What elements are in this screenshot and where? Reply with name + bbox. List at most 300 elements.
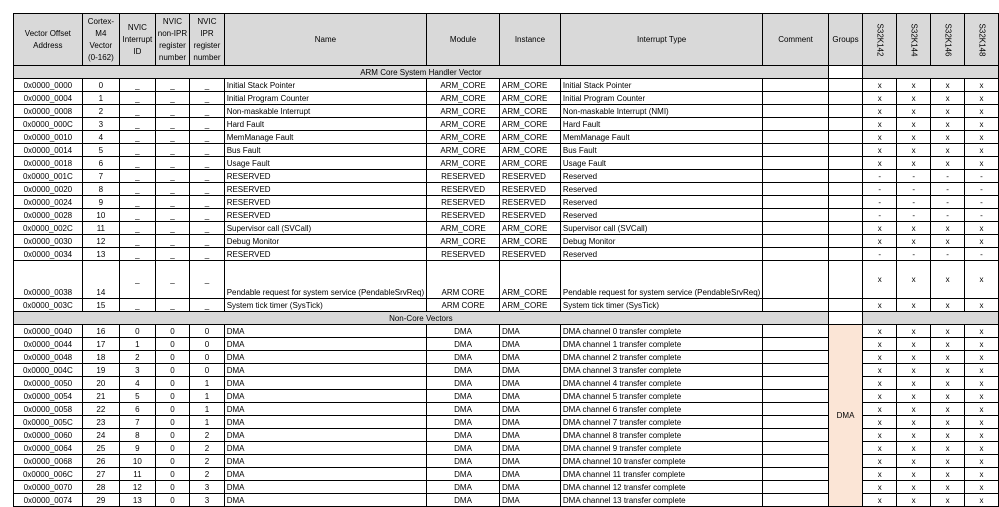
cell-chip-flag: x xyxy=(863,481,897,494)
cell-instance: DMA xyxy=(499,481,560,494)
cell-name: DMA xyxy=(224,494,426,507)
cell-name: Non-maskable Interrupt xyxy=(224,105,426,118)
cell-vector-offset: 0x0000_0030 xyxy=(14,235,83,248)
cell-groups xyxy=(828,79,863,92)
cell-chip-flag: x xyxy=(965,92,999,105)
cell-nvic-id: 2 xyxy=(120,351,156,364)
cell-module: DMA xyxy=(427,442,500,455)
cell-nvic-id: 9 xyxy=(120,442,156,455)
col-header-nvic-ipr: NVIC IPR register number xyxy=(190,14,224,66)
cell-chip-flag: x xyxy=(897,416,931,429)
cell-chip-flag: x xyxy=(863,222,897,235)
cell-nvic-ipr: 2 xyxy=(190,468,224,481)
cell-chip-flag: x xyxy=(863,105,897,118)
cell-chip-flag: x xyxy=(863,338,897,351)
cell-chip-flag: x xyxy=(965,442,999,455)
cell-instance: DMA xyxy=(499,325,560,338)
section-non-core xyxy=(14,312,999,325)
cell-chip-flag: x xyxy=(931,364,965,377)
col-header-module: Module xyxy=(427,14,500,66)
cell-nvic-id: _ xyxy=(120,105,156,118)
cell-instance: DMA xyxy=(499,377,560,390)
cell-instance: RESERVED xyxy=(499,248,560,261)
cell-nvic-non-ipr: _ xyxy=(155,118,189,131)
cell-chip-flag: x xyxy=(931,481,965,494)
cell-interrupt-type: System tick timer (SysTick) xyxy=(560,299,762,312)
cell-module: DMA xyxy=(427,429,500,442)
cell-instance: DMA xyxy=(499,403,560,416)
cell-module: ARM CORE xyxy=(427,299,500,312)
cell-interrupt-type: Pendable request for system service (PendableSrvReq) xyxy=(560,261,762,299)
cell-chip-flag: x xyxy=(965,455,999,468)
cell-chip-flag: x xyxy=(897,235,931,248)
cell-comment xyxy=(763,131,828,144)
cell-nvic-non-ipr: _ xyxy=(155,222,189,235)
cell-comment xyxy=(763,364,828,377)
cell-module: RESERVED xyxy=(427,196,500,209)
cell-chip-flag: x xyxy=(965,325,999,338)
cell-chip-flag: - xyxy=(965,183,999,196)
table-row xyxy=(14,222,999,235)
cell-chip-flag: x xyxy=(863,390,897,403)
cell-comment xyxy=(763,299,828,312)
cell-cortex-vector: 5 xyxy=(82,144,119,157)
cell-nvic-non-ipr: 0 xyxy=(155,455,189,468)
cell-cortex-vector: 16 xyxy=(82,325,119,338)
cell-comment xyxy=(763,481,828,494)
cell-chip-flag: x xyxy=(965,416,999,429)
cell-nvic-non-ipr: _ xyxy=(155,92,189,105)
cell-chip-flag: x xyxy=(931,416,965,429)
cell-nvic-non-ipr: _ xyxy=(155,209,189,222)
cell-nvic-id: 8 xyxy=(120,429,156,442)
cell-interrupt-type: DMA channel 1 transfer complete xyxy=(560,338,762,351)
cell-nvic-id: 4 xyxy=(120,377,156,390)
cell-interrupt-type: DMA channel 13 transfer complete xyxy=(560,494,762,507)
cell-comment xyxy=(763,325,828,338)
cell-chip-flag: x xyxy=(931,442,965,455)
cell-chip-flag: x xyxy=(931,390,965,403)
cell-cortex-vector: 22 xyxy=(82,403,119,416)
cell-instance: ARM_CORE xyxy=(499,105,560,118)
cell-chip-flag: x xyxy=(863,92,897,105)
cell-name: DMA xyxy=(224,481,426,494)
cell-nvic-non-ipr: _ xyxy=(155,235,189,248)
cell-instance: RESERVED xyxy=(499,170,560,183)
cell-module: ARM_CORE xyxy=(427,92,500,105)
cell-vector-offset: 0x0000_0014 xyxy=(14,144,83,157)
cell-chip-flag: x xyxy=(863,455,897,468)
cell-cortex-vector: 18 xyxy=(82,351,119,364)
cell-cortex-vector: 8 xyxy=(82,183,119,196)
cell-cortex-vector: 13 xyxy=(82,248,119,261)
cell-chip-flag: x xyxy=(931,144,965,157)
cell-chip-flag: x xyxy=(897,442,931,455)
cell-chip-flag: x xyxy=(863,157,897,170)
cell-module: DMA xyxy=(427,494,500,507)
section-non-core-chips-gap xyxy=(863,312,999,325)
col-header-s32k148: S32K148 xyxy=(965,14,999,66)
cell-name: RESERVED xyxy=(224,196,426,209)
cell-groups xyxy=(828,105,863,118)
cell-nvic-ipr: 1 xyxy=(190,416,224,429)
cell-chip-flag: x xyxy=(965,429,999,442)
cell-name: DMA xyxy=(224,325,426,338)
cell-nvic-id: _ xyxy=(120,299,156,312)
cell-interrupt-type: Usage Fault xyxy=(560,157,762,170)
cell-module: ARM_CORE xyxy=(427,235,500,248)
cell-comment xyxy=(763,170,828,183)
cell-chip-flag: x xyxy=(931,403,965,416)
cell-chip-flag: - xyxy=(965,209,999,222)
cell-chip-flag: x xyxy=(965,261,999,299)
cell-comment xyxy=(763,209,828,222)
cell-cortex-vector: 2 xyxy=(82,105,119,118)
cell-nvic-ipr: _ xyxy=(190,79,224,92)
cell-comment xyxy=(763,105,828,118)
cell-chip-flag: x xyxy=(931,118,965,131)
cell-interrupt-type: DMA channel 0 transfer complete xyxy=(560,325,762,338)
cell-chip-flag: x xyxy=(965,235,999,248)
cell-interrupt-type: Reserved xyxy=(560,196,762,209)
cell-comment xyxy=(763,157,828,170)
cell-chip-flag: x xyxy=(863,261,897,299)
cell-chip-flag: x xyxy=(965,481,999,494)
cell-vector-offset: 0x0000_0044 xyxy=(14,338,83,351)
section-arm-core xyxy=(14,66,999,79)
cell-module: ARM CORE xyxy=(427,261,500,299)
cell-cortex-vector: 11 xyxy=(82,222,119,235)
cell-interrupt-type: Reserved xyxy=(560,248,762,261)
cell-vector-offset: 0x0000_0060 xyxy=(14,429,83,442)
cell-chip-flag: - xyxy=(897,209,931,222)
cell-interrupt-type: Bus Fault xyxy=(560,144,762,157)
cell-groups xyxy=(828,196,863,209)
cell-nvic-id: _ xyxy=(120,183,156,196)
cell-nvic-ipr: _ xyxy=(190,105,224,118)
cell-nvic-ipr: _ xyxy=(190,183,224,196)
cell-module: ARM_CORE xyxy=(427,118,500,131)
table-row xyxy=(14,196,999,209)
cell-chip-flag: - xyxy=(965,170,999,183)
cell-chip-flag: x xyxy=(931,351,965,364)
cell-chip-flag: x xyxy=(863,144,897,157)
cell-nvic-non-ipr: 0 xyxy=(155,403,189,416)
cell-instance: DMA xyxy=(499,338,560,351)
cell-chip-flag: x xyxy=(931,157,965,170)
cell-module: DMA xyxy=(427,416,500,429)
cell-chip-flag: x xyxy=(965,131,999,144)
cell-nvic-id: 3 xyxy=(120,364,156,377)
cell-chip-flag: x xyxy=(965,377,999,390)
cell-nvic-ipr: _ xyxy=(190,157,224,170)
cell-groups xyxy=(828,118,863,131)
cell-nvic-non-ipr: 0 xyxy=(155,377,189,390)
cell-comment xyxy=(763,390,828,403)
cell-name: RESERVED xyxy=(224,248,426,261)
cell-vector-offset: 0x0000_0050 xyxy=(14,377,83,390)
cell-nvic-id: _ xyxy=(120,196,156,209)
cell-chip-flag: x xyxy=(931,429,965,442)
cell-chip-flag: x xyxy=(863,364,897,377)
cell-comment xyxy=(763,377,828,390)
cell-cortex-vector: 7 xyxy=(82,170,119,183)
cell-chip-flag: - xyxy=(931,183,965,196)
cell-groups xyxy=(828,157,863,170)
cell-nvic-id: 6 xyxy=(120,403,156,416)
cell-nvic-non-ipr: _ xyxy=(155,157,189,170)
cell-nvic-id: 11 xyxy=(120,468,156,481)
cell-chip-flag: x xyxy=(897,157,931,170)
cell-chip-flag: x xyxy=(931,92,965,105)
cell-chip-flag: x xyxy=(897,455,931,468)
cell-name: RESERVED xyxy=(224,209,426,222)
cell-interrupt-type: DMA channel 8 transfer complete xyxy=(560,429,762,442)
cell-name: Initial Stack Pointer xyxy=(224,79,426,92)
cell-vector-offset: 0x0000_0004 xyxy=(14,92,83,105)
cell-group-dma: DMA xyxy=(828,325,863,507)
cell-chip-flag: x xyxy=(931,299,965,312)
cell-nvic-non-ipr: _ xyxy=(155,170,189,183)
cell-name: System tick timer (SysTick) xyxy=(224,299,426,312)
cell-instance: ARM_CORE xyxy=(499,79,560,92)
cell-chip-flag: - xyxy=(863,209,897,222)
cell-vector-offset: 0x0000_0068 xyxy=(14,455,83,468)
col-header-cortex-vector: Cortex-M4 Vector (0-162) xyxy=(82,14,119,66)
table-row xyxy=(14,235,999,248)
cell-vector-offset: 0x0000_0034 xyxy=(14,248,83,261)
cell-name: DMA xyxy=(224,429,426,442)
cell-interrupt-type: DMA channel 6 transfer complete xyxy=(560,403,762,416)
cell-instance: DMA xyxy=(499,416,560,429)
cell-interrupt-type: Initial Stack Pointer xyxy=(560,79,762,92)
cell-vector-offset: 0x0000_0058 xyxy=(14,403,83,416)
cell-name: Supervisor call (SVCall) xyxy=(224,222,426,235)
cell-vector-offset: 0x0000_001C xyxy=(14,170,83,183)
cell-name: DMA xyxy=(224,455,426,468)
cell-groups xyxy=(828,222,863,235)
cell-cortex-vector: 26 xyxy=(82,455,119,468)
cell-chip-flag: x xyxy=(897,364,931,377)
table-row xyxy=(14,261,999,299)
cell-instance: DMA xyxy=(499,351,560,364)
cell-groups xyxy=(828,183,863,196)
cell-chip-flag: x xyxy=(897,222,931,235)
cell-cortex-vector: 17 xyxy=(82,338,119,351)
col-header-nvic-interrupt-id: NVIC Interrupt ID xyxy=(120,14,156,66)
cell-nvic-id: _ xyxy=(120,118,156,131)
cell-groups xyxy=(828,170,863,183)
cell-chip-flag: x xyxy=(897,429,931,442)
cell-instance: ARM_CORE xyxy=(499,131,560,144)
cell-cortex-vector: 14 xyxy=(82,261,119,299)
cell-nvic-ipr: _ xyxy=(190,144,224,157)
col-header-s32k142: S32K142 xyxy=(863,14,897,66)
cell-instance: RESERVED xyxy=(499,209,560,222)
cell-name: DMA xyxy=(224,364,426,377)
cell-nvic-non-ipr: 0 xyxy=(155,390,189,403)
cell-instance: ARM_CORE xyxy=(499,235,560,248)
cell-groups xyxy=(828,92,863,105)
cell-chip-flag: x xyxy=(863,131,897,144)
cell-chip-flag: - xyxy=(863,183,897,196)
cell-vector-offset: 0x0000_0028 xyxy=(14,209,83,222)
cell-chip-flag: x xyxy=(897,261,931,299)
cell-chip-flag: x xyxy=(965,390,999,403)
table-row xyxy=(14,92,999,105)
vector-table-container xyxy=(13,13,999,507)
cell-comment xyxy=(763,118,828,131)
cell-chip-flag: x xyxy=(863,299,897,312)
cell-nvic-non-ipr: 0 xyxy=(155,338,189,351)
cell-chip-flag: x xyxy=(931,494,965,507)
cell-instance: RESERVED xyxy=(499,196,560,209)
cell-groups xyxy=(828,261,863,299)
cell-chip-flag: x xyxy=(897,118,931,131)
cell-nvic-non-ipr: _ xyxy=(155,131,189,144)
cell-nvic-id: 0 xyxy=(120,325,156,338)
cell-chip-flag: x xyxy=(931,131,965,144)
cell-instance: ARM_CORE xyxy=(499,261,560,299)
cell-vector-offset: 0x0000_000C xyxy=(14,118,83,131)
cell-chip-flag: x xyxy=(897,338,931,351)
cell-nvic-ipr: 2 xyxy=(190,442,224,455)
cell-nvic-non-ipr: 0 xyxy=(155,364,189,377)
cell-chip-flag: x xyxy=(965,468,999,481)
cell-chip-flag: - xyxy=(965,248,999,261)
cell-vector-offset: 0x0000_005C xyxy=(14,416,83,429)
cell-instance: DMA xyxy=(499,442,560,455)
cell-nvic-id: 5 xyxy=(120,390,156,403)
cell-cortex-vector: 19 xyxy=(82,364,119,377)
cell-comment xyxy=(763,248,828,261)
cell-chip-flag: x xyxy=(897,325,931,338)
cell-interrupt-type: Non-maskable Interrupt (NMI) xyxy=(560,105,762,118)
table-row xyxy=(14,144,999,157)
cell-module: RESERVED xyxy=(427,209,500,222)
table-row xyxy=(14,170,999,183)
cell-comment xyxy=(763,261,828,299)
cell-chip-flag: x xyxy=(965,118,999,131)
cell-vector-offset: 0x0000_0038 xyxy=(14,261,83,299)
cell-name: Pendable request for system service (PendableSrvReq) xyxy=(224,261,426,299)
cell-chip-flag: x xyxy=(931,222,965,235)
table-row xyxy=(14,209,999,222)
cell-comment xyxy=(763,442,828,455)
cell-cortex-vector: 24 xyxy=(82,429,119,442)
table-row xyxy=(14,105,999,118)
cell-module: DMA xyxy=(427,377,500,390)
cell-chip-flag: x xyxy=(931,79,965,92)
cell-vector-offset: 0x0000_0020 xyxy=(14,183,83,196)
cell-nvic-id: _ xyxy=(120,131,156,144)
cell-nvic-id: _ xyxy=(120,222,156,235)
cell-groups xyxy=(828,144,863,157)
cell-nvic-non-ipr: 0 xyxy=(155,494,189,507)
cell-chip-flag: - xyxy=(931,196,965,209)
cell-cortex-vector: 29 xyxy=(82,494,119,507)
table-row xyxy=(14,248,999,261)
table-row xyxy=(14,157,999,170)
cell-module: DMA xyxy=(427,455,500,468)
cell-instance: RESERVED xyxy=(499,183,560,196)
cell-cortex-vector: 3 xyxy=(82,118,119,131)
cell-nvic-ipr: 0 xyxy=(190,351,224,364)
cell-chip-flag: - xyxy=(897,196,931,209)
cell-nvic-ipr: _ xyxy=(190,222,224,235)
cell-chip-flag: x xyxy=(897,481,931,494)
cell-name: MemManage Fault xyxy=(224,131,426,144)
cell-chip-flag: - xyxy=(965,196,999,209)
cell-chip-flag: x xyxy=(863,494,897,507)
col-header-name: Name xyxy=(224,14,426,66)
cell-vector-offset: 0x0000_0018 xyxy=(14,157,83,170)
cell-name: Usage Fault xyxy=(224,157,426,170)
cell-instance: DMA xyxy=(499,468,560,481)
cell-chip-flag: - xyxy=(931,209,965,222)
cell-module: RESERVED xyxy=(427,183,500,196)
cell-nvic-ipr: _ xyxy=(190,209,224,222)
cell-chip-flag: x xyxy=(965,403,999,416)
cell-vector-offset: 0x0000_0064 xyxy=(14,442,83,455)
cell-nvic-ipr: _ xyxy=(190,118,224,131)
cell-name: DMA xyxy=(224,403,426,416)
cell-chip-flag: x xyxy=(965,338,999,351)
cell-vector-offset: 0x0000_006C xyxy=(14,468,83,481)
cell-interrupt-type: DMA channel 12 transfer complete xyxy=(560,481,762,494)
cell-nvic-non-ipr: _ xyxy=(155,299,189,312)
cell-interrupt-type: DMA channel 5 transfer complete xyxy=(560,390,762,403)
cell-module: ARM_CORE xyxy=(427,105,500,118)
table-row xyxy=(14,79,999,92)
cell-cortex-vector: 9 xyxy=(82,196,119,209)
cell-chip-flag: x xyxy=(965,364,999,377)
cell-chip-flag: - xyxy=(931,248,965,261)
cell-nvic-ipr: _ xyxy=(190,196,224,209)
cell-chip-flag: x xyxy=(931,325,965,338)
cell-vector-offset: 0x0000_0070 xyxy=(14,481,83,494)
cell-groups xyxy=(828,209,863,222)
cell-chip-flag: x xyxy=(931,261,965,299)
cell-comment xyxy=(763,222,828,235)
cell-nvic-non-ipr: 0 xyxy=(155,325,189,338)
cell-chip-flag: x xyxy=(897,390,931,403)
cell-chip-flag: x xyxy=(897,494,931,507)
cell-cortex-vector: 15 xyxy=(82,299,119,312)
cell-module: ARM_CORE xyxy=(427,144,500,157)
cell-nvic-id: _ xyxy=(120,209,156,222)
cell-chip-flag: - xyxy=(863,196,897,209)
cell-chip-flag: x xyxy=(897,144,931,157)
cell-chip-flag: x xyxy=(863,79,897,92)
cell-cortex-vector: 28 xyxy=(82,481,119,494)
cell-name: RESERVED xyxy=(224,170,426,183)
cell-chip-flag: x xyxy=(931,235,965,248)
cell-chip-flag: x xyxy=(897,351,931,364)
cell-chip-flag: x xyxy=(965,222,999,235)
cell-name: Debug Monitor xyxy=(224,235,426,248)
cell-vector-offset: 0x0000_0048 xyxy=(14,351,83,364)
cell-module: DMA xyxy=(427,468,500,481)
cell-interrupt-type: DMA channel 9 transfer complete xyxy=(560,442,762,455)
table-row xyxy=(14,118,999,131)
cell-cortex-vector: 27 xyxy=(82,468,119,481)
cell-module: RESERVED xyxy=(427,248,500,261)
cell-vector-offset: 0x0000_0000 xyxy=(14,79,83,92)
cell-vector-offset: 0x0000_0054 xyxy=(14,390,83,403)
table-row xyxy=(14,325,999,338)
cell-nvic-id: 13 xyxy=(120,494,156,507)
